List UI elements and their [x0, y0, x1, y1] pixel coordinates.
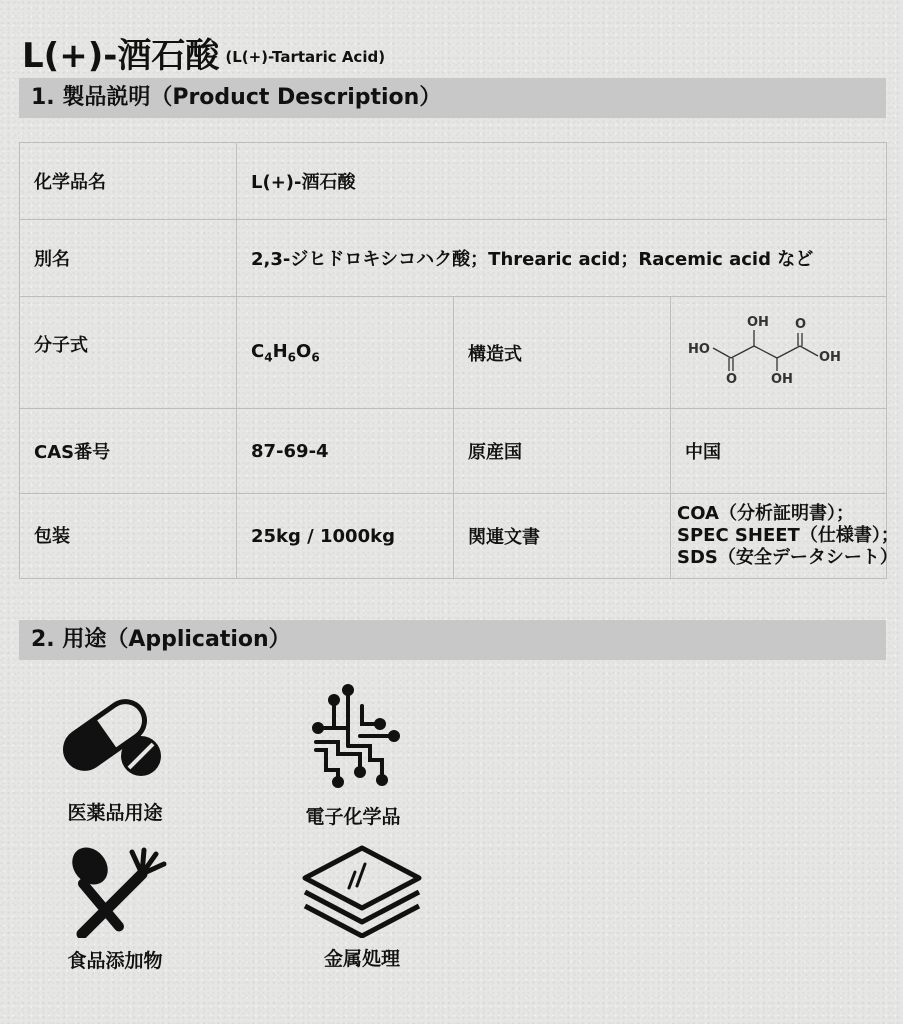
table-row	[20, 143, 887, 220]
application-item-pharma	[45, 690, 185, 825]
tartaric-acid-structure	[671, 297, 886, 403]
cas-value: 87-69-4	[237, 409, 454, 494]
table-row	[20, 494, 887, 579]
list-item: COA（分析証明書）；	[677, 503, 854, 524]
packaging-value: 25kg / 1000kg	[237, 494, 454, 579]
application-item-electronics	[288, 684, 418, 829]
formula-value: $C_4H_6O_6$	[237, 297, 454, 409]
list-item: SDS（安全データシート）	[677, 547, 898, 568]
section-header-description: 1. 製品説明（Product Description）	[19, 78, 886, 118]
table-row	[20, 297, 887, 409]
docs-list	[671, 494, 899, 579]
packaging-label: 包装	[20, 494, 237, 579]
application-item-food	[45, 842, 185, 973]
structure-label: 構造式	[454, 297, 671, 409]
formula-label: 分子式	[20, 297, 237, 409]
atom-oh-top: OH	[747, 315, 769, 330]
alias-label: 別名	[20, 220, 237, 297]
alias-value: 2,3-ジヒドロキシコハク酸；Threaric acid；Racemic acid など	[237, 220, 887, 297]
table-row	[20, 409, 887, 494]
metal-plates-icon	[297, 842, 427, 938]
application-label: 電子化学品	[305, 806, 401, 828]
spec-table	[19, 142, 899, 579]
origin-value: 中国	[671, 409, 887, 494]
table-row	[20, 220, 887, 297]
atom-o-bottom: O	[726, 372, 738, 387]
application-label: 医薬品用途	[67, 802, 163, 824]
fork-spoon-icon	[60, 842, 170, 938]
origin-label: 原産国	[454, 409, 671, 494]
title-subtitle: (L(+)-Tartaric Acid)	[225, 48, 386, 66]
application-label: 食品添加物	[67, 950, 163, 972]
cas-label: CAS番号	[20, 409, 237, 494]
pill-capsule-icon	[55, 690, 175, 790]
atom-oh-bottom: OH	[771, 372, 793, 387]
chemical-name-value: L(+)-酒石酸	[237, 143, 887, 220]
title-main: L(+)-酒石酸	[22, 36, 220, 76]
circuit-icon	[298, 684, 408, 794]
docs-label: 関連文書	[454, 494, 671, 579]
atom-ho-left: HO	[688, 342, 710, 357]
page-title	[22, 28, 385, 77]
atom-oh-right: OH	[819, 350, 841, 365]
structure-cell	[671, 297, 887, 409]
section-header-application: 2. 用途（Application）	[19, 620, 886, 660]
chemical-name-label: 化学品名	[20, 143, 237, 220]
application-label: 金属処理	[323, 948, 400, 970]
application-item-metal	[292, 842, 432, 971]
list-item: SPEC SHEET（仕様書）；	[677, 525, 899, 546]
atom-o-top: O	[795, 317, 807, 332]
